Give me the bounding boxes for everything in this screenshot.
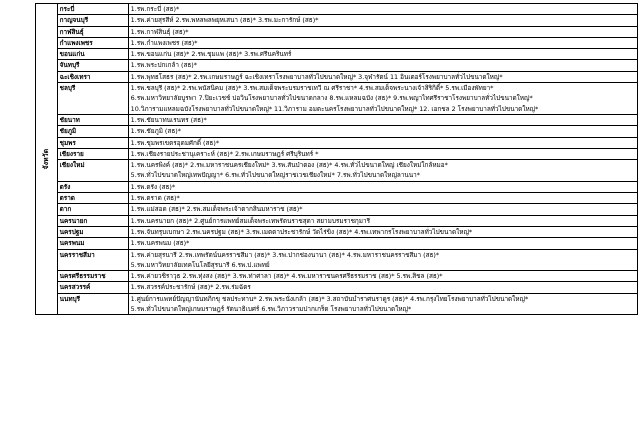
hospital-list — [128, 126, 637, 137]
province-name: ชุมพร — [57, 137, 128, 148]
table-row — [36, 71, 638, 82]
hospital-list — [128, 83, 637, 115]
province-name: นครราชสีมา — [57, 249, 128, 271]
hospital-line: 1.รพ.ชลบุรี (สธ)* 2.รพ.พนัสนิคม (สธ)* 3.รพ.สมเด็จพระบรมราชเทวี ณ ศรีราชา* 4.รพ.สมเด็จพระนางเจ้าสิริกิติ์* 5.รพ.เมืองพัทยา* — [130, 84, 494, 93]
hospital-list — [128, 15, 637, 26]
hospital-line: 10.วิภารามแหลมฉบังโรงพยาบาลทั่วไปขนาดใหญ่* 11.วิภาราม อมตะนครโรงพยาบาลทั่วไปขนาดใหญ่* 12. เอกชล 2 โรงพยาบาลทั่วไปขนาดใหญ่* — [130, 104, 539, 113]
table-row — [36, 204, 638, 215]
hospital-list — [128, 49, 637, 60]
hospital-line: 5.รพ.ทั่วไปขนาดใหญ่เกษมราษฎร์ รัตนาธิเบศร์ 6.รพ.วิภาวรามปากเกร็ด โรงพยาบาลทั่วไปขนาดใหญ่* — [130, 305, 412, 314]
hospital-list — [128, 37, 637, 48]
hospital-list — [128, 60, 637, 71]
table-row — [36, 226, 638, 237]
province-name: นครปฐม — [57, 226, 128, 237]
hospital-line: 1.รพ.นครพิงค์ (สธ)* 2.รพ.มหาราชนครเชียงใหม่* 3.รพ.สันป่าตอง (สธ)* 4.รพ.ทั่วไปขนาดใหญ่ เชียงใหม่ใกล้หมอ* — [130, 161, 448, 170]
hospital-line: 1.รพ.นครพนม (สธ)* — [130, 239, 190, 248]
category-cell — [36, 4, 58, 315]
table-row — [36, 114, 638, 125]
hospital-line: 6.รพ.มหาวิทยาลัยบูรพา 7.ปิยะเวชช์ บ่อวินโรงพยาบาลทั่วไปขนาดกลาง 8.รพ.แหลมฉบัง (สธ)* 9.รพ.พญาไทศรีราชาโรงพยาบาลทั่วไปขนาดใหญ่* — [130, 94, 533, 103]
hospital-line: 1.รพ.สวรรค์ประชารักษ์ (สธ)* 2.รพ.ร่มฉัตร — [130, 283, 251, 292]
table-row — [36, 282, 638, 293]
table-row — [36, 26, 638, 37]
hospital-line: 1.รพ.พระปกเกล้า (สธ)* — [130, 61, 197, 70]
table-row — [36, 271, 638, 282]
hospital-line: 1.รพ.นครนายก (สธ)* 2.ศูนย์การแพทย์สมเด็จพระเทพรัตนราชสุดา สยามบรมราชกุมารี — [130, 216, 371, 225]
province-name: กระบี่ — [57, 4, 128, 15]
hospital-list — [128, 4, 637, 15]
province-name: ชลบุรี — [57, 83, 128, 115]
province-name: เชียงราย — [57, 148, 128, 159]
province-name: นนทบุรี — [57, 293, 128, 315]
province-name: ขอนแก่น — [57, 49, 128, 60]
table-row — [36, 49, 638, 60]
hospital-line: 1.รพ.ตรัง (สธ)* — [130, 182, 176, 191]
hospital-list — [128, 293, 637, 315]
hospital-line: 1.รพ.จันทรุบเบกษา 2.รพ.นครปฐม (สธ)* 3.รพ.เมตตาประชารักษ์ วัดไร่ขิง (สธ)* 4.รพ.เทพากรโรงพยาบาลทั่วไปขนาดใหญ่* — [130, 227, 473, 236]
category-label: จังหวัด — [42, 148, 51, 170]
hospital-list — [128, 181, 637, 192]
hospital-list — [128, 71, 637, 82]
province-name: นครสวรรค์ — [57, 282, 128, 293]
hospital-line: 1.รพ.ค่ายสุรนารี 2.รพ.เทพรัตน์นครราชสีมา (สธ)* 3.รพ.ปากช่องนานา (สธ)* 4.รพ.มหาราชนครราชสีมา (สธ)* — [130, 250, 440, 259]
province-name: กำแพงเพชร — [57, 37, 128, 48]
hospital-line: 1.รพ.ชัยนาทนเรนทร (สธ)* — [130, 115, 207, 124]
hospital-list — [128, 193, 637, 204]
table-row — [36, 83, 638, 115]
hospital-line: 1.รพ.เชียงรายประชานุเคราะห์ (สธ)* 2.รพ.เกษมราษฎร์ ศรีบุรินทร์ * — [130, 149, 319, 158]
hospital-line: 1.รพ.ค่ายวชิราวุธ 2.รพ.ทุ่งสง (สธ)* 3.รพ.ท่าศาลา (สธ)* 4.รพ.มหาราชนครศรีธรรมราช (สธ)* 5.รพ.สิชล (สธ)* — [130, 272, 443, 281]
table-row — [36, 137, 638, 148]
hospital-list — [128, 238, 637, 249]
table-row — [36, 293, 638, 315]
province-name: นครศรีธรรมราช — [57, 271, 128, 282]
table-row — [36, 60, 638, 71]
hospital-line: 1.รพ.ชุมพรเขตรอุดมศักดิ์ (สธ)* — [130, 138, 220, 147]
table-row — [36, 4, 638, 15]
table-row — [36, 148, 638, 159]
hospital-list — [128, 137, 637, 148]
table-row — [36, 238, 638, 249]
hospital-line: 1.รพ.ชัยภูมิ (สธ)* — [130, 127, 181, 136]
province-name: กาฬสินธุ์ — [57, 26, 128, 37]
province-name: ฉะเชิงเทรา — [57, 71, 128, 82]
hospital-list — [128, 26, 637, 37]
province-name: นครพนม — [57, 238, 128, 249]
province-name: กาญจนบุรี — [57, 15, 128, 26]
hospital-line: 5.รพ.ทั่วไปขนาดใหญ่เทพปัญญา* 6.รพ.ทั่วไปขนาดใหญ่ราชเวชเชียงใหม่* 7.รพ.ทั่วไปขนาดใหญ่ลานนา* — [130, 171, 420, 180]
hospital-line: 1.รพ.พุทธโสธร (สธ)* 2.รพ.เกษมราษฎร์ ฉะเชิงเทราโรงพยาบาลทั่วไปขนาดใหญ่* 3.จุฬารัตน์ 11 อินเตอร์โรงพยาบาลทั่วไปขนาดใหญ่* — [130, 72, 503, 81]
table-row — [36, 249, 638, 271]
hospital-line: 1.รพ.กระบี่ (สธ)* — [130, 5, 180, 13]
province-name: นครนายก — [57, 215, 128, 226]
hospital-line: 1.รพ.กาฬสินธุ์ (สธ)* — [130, 27, 189, 36]
hospital-table — [35, 3, 638, 315]
hospital-list — [128, 249, 637, 271]
hospital-line: 1.รพ.แม่สอด (สธ)* 2.รพ.สมเด็จพระเจ้าตากสินมหาราช (สธ)* — [130, 205, 303, 214]
table-row — [36, 15, 638, 26]
table-row — [36, 160, 638, 182]
table-row — [36, 126, 638, 137]
hospital-line: 1.รพ.กำแพงเพชร (สธ)* — [130, 38, 198, 47]
table-row — [36, 215, 638, 226]
hospital-line: 1.รพ.ขอนแก่น (สธ)* 2.รพ.ชุมแพ (สธ)* 3.รพ.ศรีนครินทร์ — [130, 50, 292, 59]
hospital-line: 1.รพ.ตราด (สธ)* — [130, 194, 180, 203]
hospital-line: 1.รพ.ค่ายสุรสีห์ 2.รพ.พหลพลพยุหเสนา (สธ)* 3.รพ.มะการักษ์ (สธ)* — [130, 16, 319, 25]
hospital-list — [128, 114, 637, 125]
province-name: เชียงใหม่ — [57, 160, 128, 182]
hospital-list — [128, 271, 637, 282]
province-name: ตาก — [57, 204, 128, 215]
document-page — [35, 3, 638, 315]
hospital-list — [128, 148, 637, 159]
hospital-line: 1.ศูนย์การแพทย์ปัญญานันทภิกขุ ชลประทาน* 2.รพ.พระนั่งเกล้า (สธ)* 3.สถาบันบำราศนราดูร (สธ)* 4.รพ.กรุงไทยโรงพยาบาลทั่วไปขนาดใหญ่* — [130, 294, 529, 303]
province-name: ตรัง — [57, 181, 128, 192]
hospital-list — [128, 282, 637, 293]
table-row — [36, 193, 638, 204]
province-name: ชัยภูมิ — [57, 126, 128, 137]
table-row — [36, 181, 638, 192]
province-name: ชัยนาท — [57, 114, 128, 125]
hospital-list — [128, 215, 637, 226]
hospital-line: 5.รพ.มหาวิทยาลัยเทคโนโลยีสุรนารี 6.รพ.ป.แพทย์ — [130, 260, 270, 269]
hospital-list — [128, 204, 637, 215]
hospital-list — [128, 160, 637, 182]
table-row — [36, 37, 638, 48]
province-name: ตราด — [57, 193, 128, 204]
hospital-list — [128, 226, 637, 237]
province-name: จันทบุรี — [57, 60, 128, 71]
